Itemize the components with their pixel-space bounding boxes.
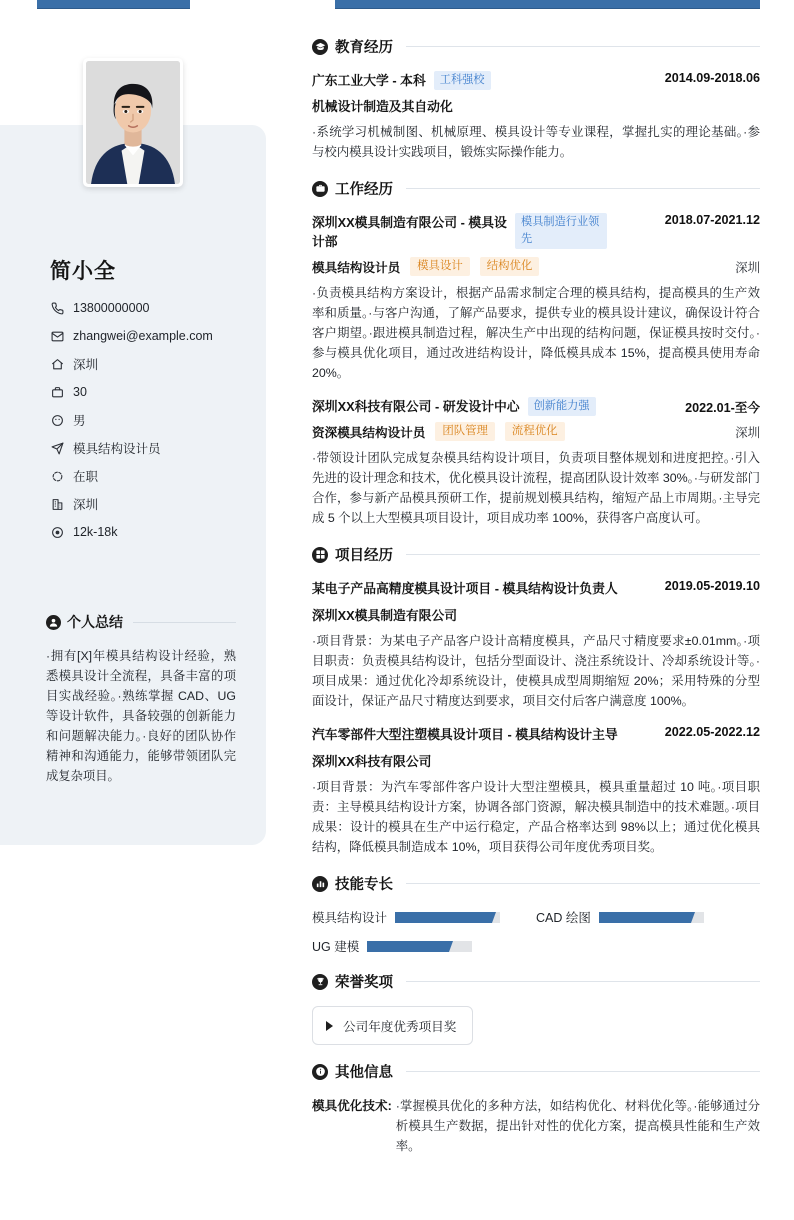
contact-item-status [50, 462, 260, 490]
work-description: ·带领设计团队完成复杂模具结构设计项目，负责项目整体规划和进度把控。·引入先进的设计理念和技术，优化模具设计流程，提高团队设计效率 30%。·与研发部门合作，参与新产品模具预研工作，提前规划模具结构，缩短产品上市周期。·主导完成 5 个以上大型模具项目设计，项目成功率 100%，获得客户高度认可。 [312, 451, 760, 525]
contact-item-workplace [50, 490, 260, 518]
skills-section-title: 技能专长 [335, 877, 393, 893]
work-entry [312, 213, 760, 383]
work-skill-tag: 团队管理 [435, 422, 495, 441]
contact-value-phone: 13800000000 [73, 301, 150, 315]
education-section-title: 教育经历 [335, 40, 393, 56]
work-role: 模具结构设计员 [312, 261, 401, 275]
main-content [312, 36, 760, 1172]
contact-value-age: 30 [73, 385, 87, 399]
chevron-right-icon[interactable] [326, 1021, 333, 1031]
education-date: 2014.09-2018.06 [664, 71, 760, 85]
briefcase-icon [50, 385, 64, 399]
skill-progress-bar [367, 941, 472, 952]
project-entry [312, 579, 760, 711]
summary-body: ·拥有[X]年模具结构设计经验，熟悉模具设计全流程，具备丰富的项目实战经验。·熟练掌握 CAD、UG 等设计软件，具备较强的创新能力和问题解决能力。·良好的团队协作精神和沟通能力，能够带领团队完成复杂项目。 [46, 649, 236, 783]
work-company: 深圳XX科技有限公司 - 研发设计中心 [312, 399, 520, 414]
education-tag: 工科强校 [434, 71, 491, 90]
home-icon [50, 357, 64, 371]
person-name: 简小全 [50, 260, 116, 283]
contact-item-hometown [50, 350, 260, 378]
skill-name: 模具结构设计 [312, 911, 388, 925]
mail-icon [50, 329, 64, 343]
work-section-header [312, 178, 760, 199]
section-divider [406, 883, 760, 884]
other-section-header [312, 1061, 760, 1082]
contact-value-position: 模具结构设计员 [73, 442, 161, 456]
avatar-photo [86, 61, 180, 184]
projects-section-title: 项目经历 [335, 548, 393, 564]
skill-progress-bar [599, 912, 704, 923]
education-school: 广东工业大学 - 本科 [312, 73, 426, 88]
summary-section-header [46, 612, 236, 632]
project-entry [312, 725, 760, 857]
other-info-text: ·掌握模具优化的多种方法，如结构优化、材料优化等。·能够通过分析模具生产数据，提出针对性的优化方案，提高模具性能和生产效率。 [395, 1099, 760, 1153]
skill-progress-bar [395, 912, 500, 923]
contact-item-age [50, 378, 260, 406]
info-icon [312, 1064, 328, 1080]
work-tag: 模具制造行业领先 [515, 213, 607, 249]
project-org: 深圳XX模具制造有限公司 [312, 608, 458, 623]
section-divider [406, 188, 760, 189]
work-date: 2022.01-至今 [685, 401, 760, 415]
section-divider [406, 981, 760, 982]
send-icon [50, 441, 64, 455]
phone-icon [50, 301, 64, 315]
contact-list [50, 294, 260, 546]
user-icon [46, 615, 61, 630]
chart-icon [312, 876, 328, 892]
skill-item [536, 908, 760, 926]
skill-name: UG 建模 [312, 940, 360, 954]
work-company: 深圳XX模具制造有限公司 - 模具设计部 [312, 215, 507, 249]
honor-accordion-item[interactable] [312, 1006, 473, 1045]
section-honors [312, 971, 760, 1045]
contact-item-gender [50, 406, 260, 434]
project-description: ·项目背景：为汽车零部件客户设计大型注塑模具，模具重量超过 10 吨。·项目职责：主导模具结构设计方案，协调各部门资源，解决模具制造中的技术难题。·项目成果：设计的模具在生产中运行稳定，产品合格率达到 98%以上；通过优化模具结构，降低模具制造成本 10%，项目获得公司年度优秀项目奖。 [312, 780, 760, 854]
briefcase-icon [312, 181, 328, 197]
work-entry [312, 397, 760, 528]
contact-value-hometown: 深圳 [73, 358, 99, 372]
trophy-icon [312, 974, 328, 990]
contact-value-salary: 12k-18k [73, 525, 118, 539]
project-name: 汽车零部件大型注塑模具设计项目 - 模具结构设计主导 [312, 727, 618, 742]
building-icon [50, 497, 64, 511]
header-accent-bar-right [335, 0, 760, 9]
education-major: 机械设计制造及其自动化 [312, 99, 453, 114]
project-date: 2019.05-2019.10 [664, 579, 760, 593]
project-name: 某电子产品高精度模具设计项目 - 模具结构设计负责人 [312, 581, 618, 596]
work-location: 深圳 [735, 425, 760, 440]
other-section-title: 其他信息 [335, 1065, 393, 1081]
grid-icon [312, 547, 328, 563]
summary-section-title: 个人总结 [67, 614, 123, 630]
section-divider [133, 622, 236, 623]
section-other-info [312, 1061, 760, 1156]
education-entry [312, 71, 760, 162]
skill-name: CAD 绘图 [536, 911, 591, 925]
graduation-cap-icon [312, 39, 328, 55]
skills-grid [312, 908, 760, 955]
section-education [312, 36, 760, 162]
status-icon [50, 469, 64, 483]
work-section-title: 工作经历 [335, 182, 393, 198]
honors-section-header [312, 971, 760, 992]
contact-item-position [50, 434, 260, 462]
section-work [312, 178, 760, 528]
work-date: 2018.07-2021.12 [664, 213, 760, 227]
work-skill-tag: 流程优化 [505, 422, 565, 441]
work-location: 深圳 [735, 260, 760, 275]
skill-progress-fill [395, 912, 496, 923]
sidebar-panel [0, 125, 266, 845]
section-projects [312, 544, 760, 857]
work-description: ·负责模具结构方案设计，根据产品需求制定合理的模具结构，提高模具的生产效率和质量。·与客户沟通，了解产品要求，提供专业的模具设计建议，确保设计符合客户期望。·跟进模具制造过程，解决生产中出现的结构问题，保证模具按时交付。·参与模具优化项目，通过改进结构设计，降低模具成本 15%，提高模具使用寿命 20%。 [312, 286, 760, 380]
project-date: 2022.05-2022.12 [664, 725, 760, 739]
work-skill-tag: 模具设计 [410, 257, 470, 276]
gender-icon [50, 413, 64, 427]
work-skill-tag: 结构优化 [480, 257, 540, 276]
honors-section-title: 荣誉奖项 [335, 975, 393, 991]
contact-value-email: zhangwei@example.com [73, 329, 213, 343]
contact-value-status: 在职 [73, 470, 99, 484]
honor-label: 公司年度优秀项目奖 [343, 1020, 457, 1034]
other-info-label: 模具优化技术: [312, 1099, 392, 1113]
contact-item-email [50, 322, 260, 350]
skill-progress-fill [367, 941, 453, 952]
education-description: ·系统学习机械制图、机械原理、模具设计等专业课程，掌握扎实的理论基础。·参与校内模具设计实践项目，锻炼实际操作能力。 [312, 125, 760, 159]
header-accent-bar-left [37, 0, 190, 9]
projects-section-header [312, 544, 760, 565]
skill-item [312, 908, 536, 926]
avatar [83, 58, 183, 187]
project-description: ·项目背景：为某电子产品客户设计高精度模具，产品尺寸精度要求±0.01mm。·项目职责：负责模具结构设计，包括分型面设计、浇注系统设计、冷却系统设计等。·项目成果：通过优化冷却系统设计，使模具成型周期缩短 20%；采用特殊的分型面设计，保证产品尺寸精度达到要求，项目交付后客户满意度 100%。 [312, 634, 760, 708]
contact-value-gender: 男 [73, 414, 86, 428]
skill-progress-fill [599, 912, 695, 923]
salary-icon [50, 525, 64, 539]
skills-section-header [312, 873, 760, 894]
education-section-header [312, 36, 760, 57]
other-info-item [312, 1096, 760, 1156]
section-divider [406, 554, 760, 555]
contact-item-salary [50, 518, 260, 546]
contact-item-phone [50, 294, 260, 322]
section-divider [406, 1071, 760, 1072]
sidebar-section-summary [46, 612, 236, 786]
project-org: 深圳XX科技有限公司 [312, 754, 432, 769]
contact-value-workplace: 深圳 [73, 498, 99, 512]
skill-item [312, 937, 536, 955]
section-skills [312, 873, 760, 955]
section-divider [406, 46, 760, 47]
work-tag: 创新能力强 [528, 397, 596, 416]
work-role: 资深模具结构设计员 [312, 426, 426, 440]
